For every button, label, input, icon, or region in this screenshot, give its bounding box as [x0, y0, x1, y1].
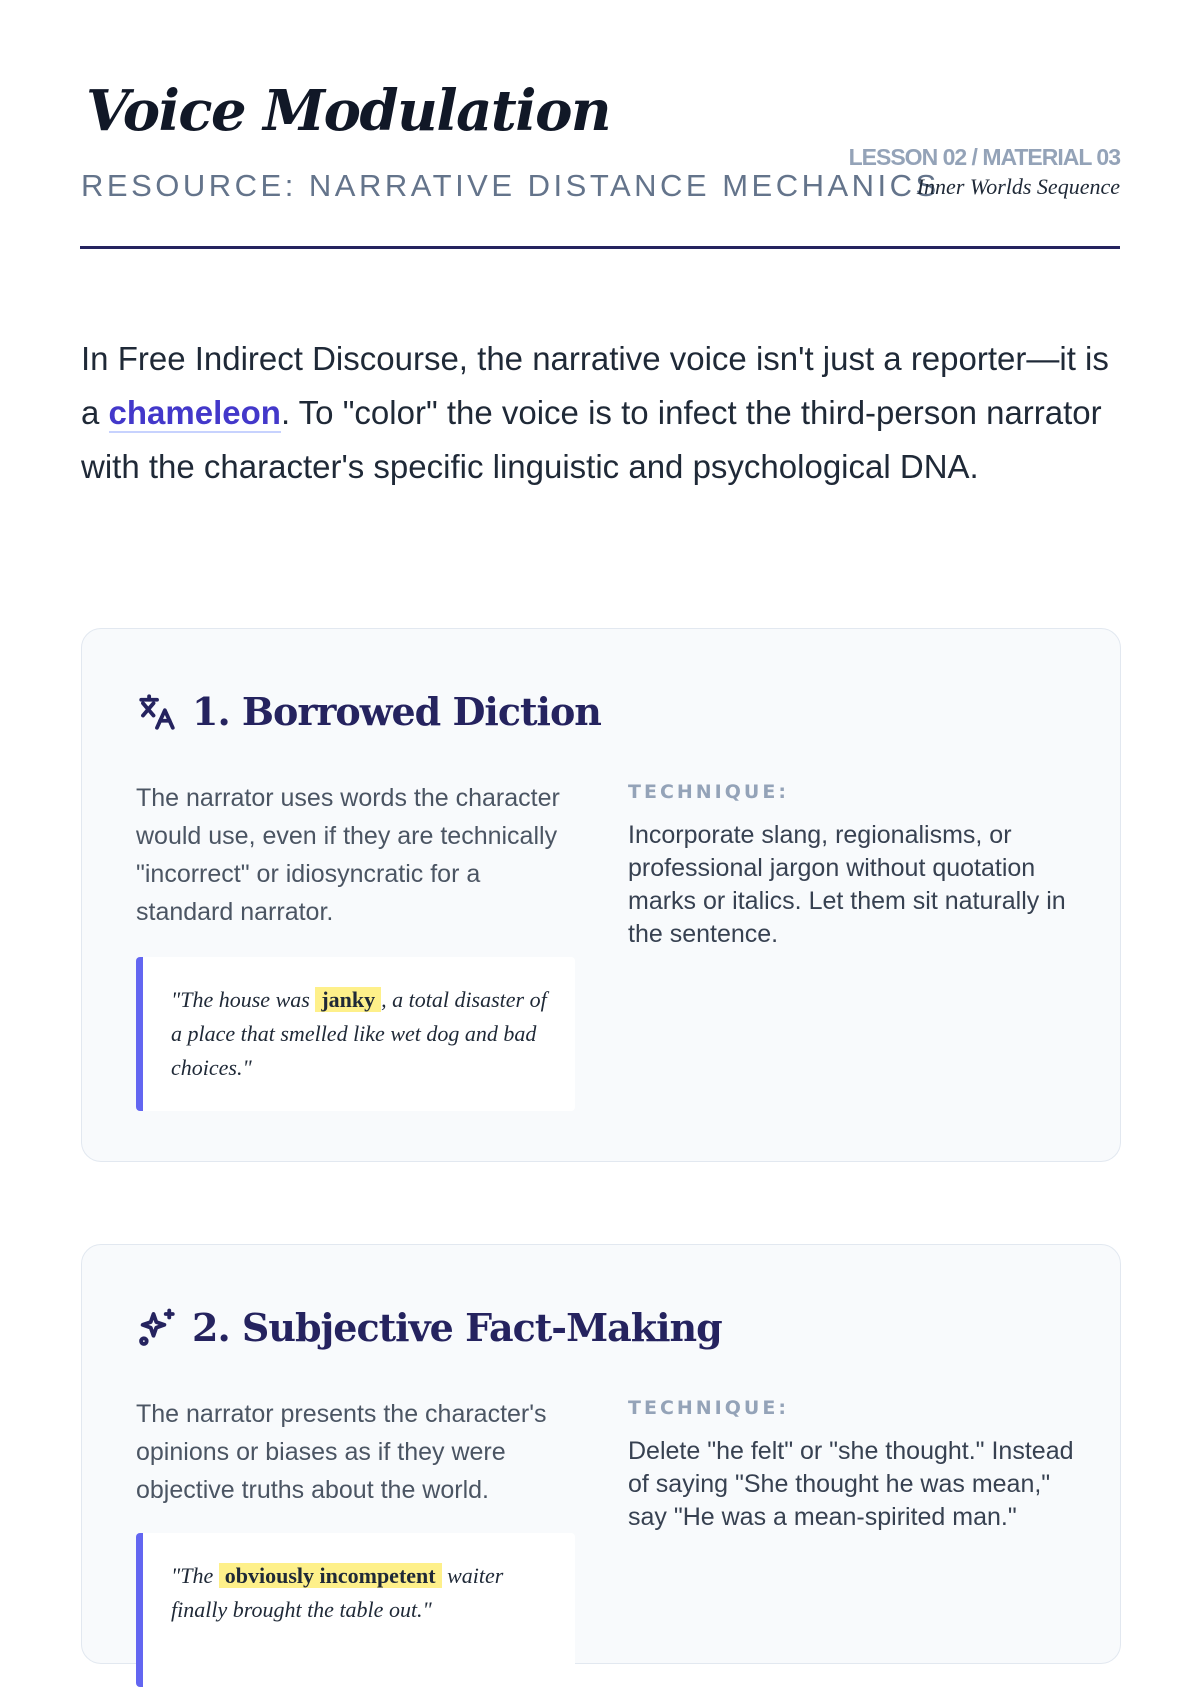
section-card-subjective-fact-making [81, 1244, 1121, 1664]
section-heading [136, 1305, 722, 1350]
sequence-name: Inner Worlds Sequence [916, 174, 1120, 199]
lesson-meta [849, 144, 1120, 200]
quote-highlight: janky [315, 987, 381, 1012]
quote-text-start: "The [171, 1563, 219, 1588]
technique-text: Delete "he felt" or "she thought." Instead of saying "She thought he was mean," say "He was a mean-spirited man." [628, 1437, 1074, 1531]
technique-label: TECHNIQUE: [628, 781, 789, 803]
section-description: The narrator uses words the character would use, even if they are technically "incorrect" or idiosyncratic for a standard narrator. [136, 784, 560, 926]
section-title: 2. Subjective Fact-Making [192, 1305, 722, 1350]
example-quote [136, 957, 575, 1111]
section-description: The narrator presents the character's opinions or biases as if they were objective truths about the world. [136, 1400, 547, 1504]
lesson-number: LESSON 02 / MATERIAL 03 [848, 144, 1120, 170]
translate-icon [136, 691, 178, 733]
section-heading [136, 689, 601, 734]
header-divider [80, 246, 1120, 249]
intro-highlight-term: chameleon [108, 394, 281, 431]
sparkles-icon [136, 1307, 178, 1349]
page-subtitle: RESOURCE: NARRATIVE DISTANCE MECHANICS [81, 168, 940, 203]
quote-text-end: waiter finally brought the table out." [171, 1563, 504, 1622]
intro-text-end: . To "color" the voice is to infect the third-person narrator with the character's specific linguistic and psychological DNA. [81, 394, 1102, 485]
section-card-borrowed-diction [81, 628, 1121, 1162]
section-title: 1. Borrowed Diction [192, 689, 601, 734]
technique-text: Incorporate slang, regionalisms, or professional jargon without quotation marks or italics. Let them sit naturally in the sentence. [628, 821, 1066, 948]
quote-highlight: obviously incompetent [219, 1563, 442, 1588]
technique-label: TECHNIQUE: [628, 1397, 789, 1419]
intro-text-start: In Free Indirect Discourse, the narrative voice isn't just a reporter—it is a [81, 340, 1109, 431]
page-title: Voice Modulation [86, 78, 611, 144]
quote-text-start: "The house was [171, 987, 316, 1012]
example-quote [136, 1533, 575, 1687]
quote-text-end: , a total disaster of a place that smelled like wet dog and bad choices." [171, 987, 547, 1080]
intro-paragraph [81, 332, 1121, 494]
